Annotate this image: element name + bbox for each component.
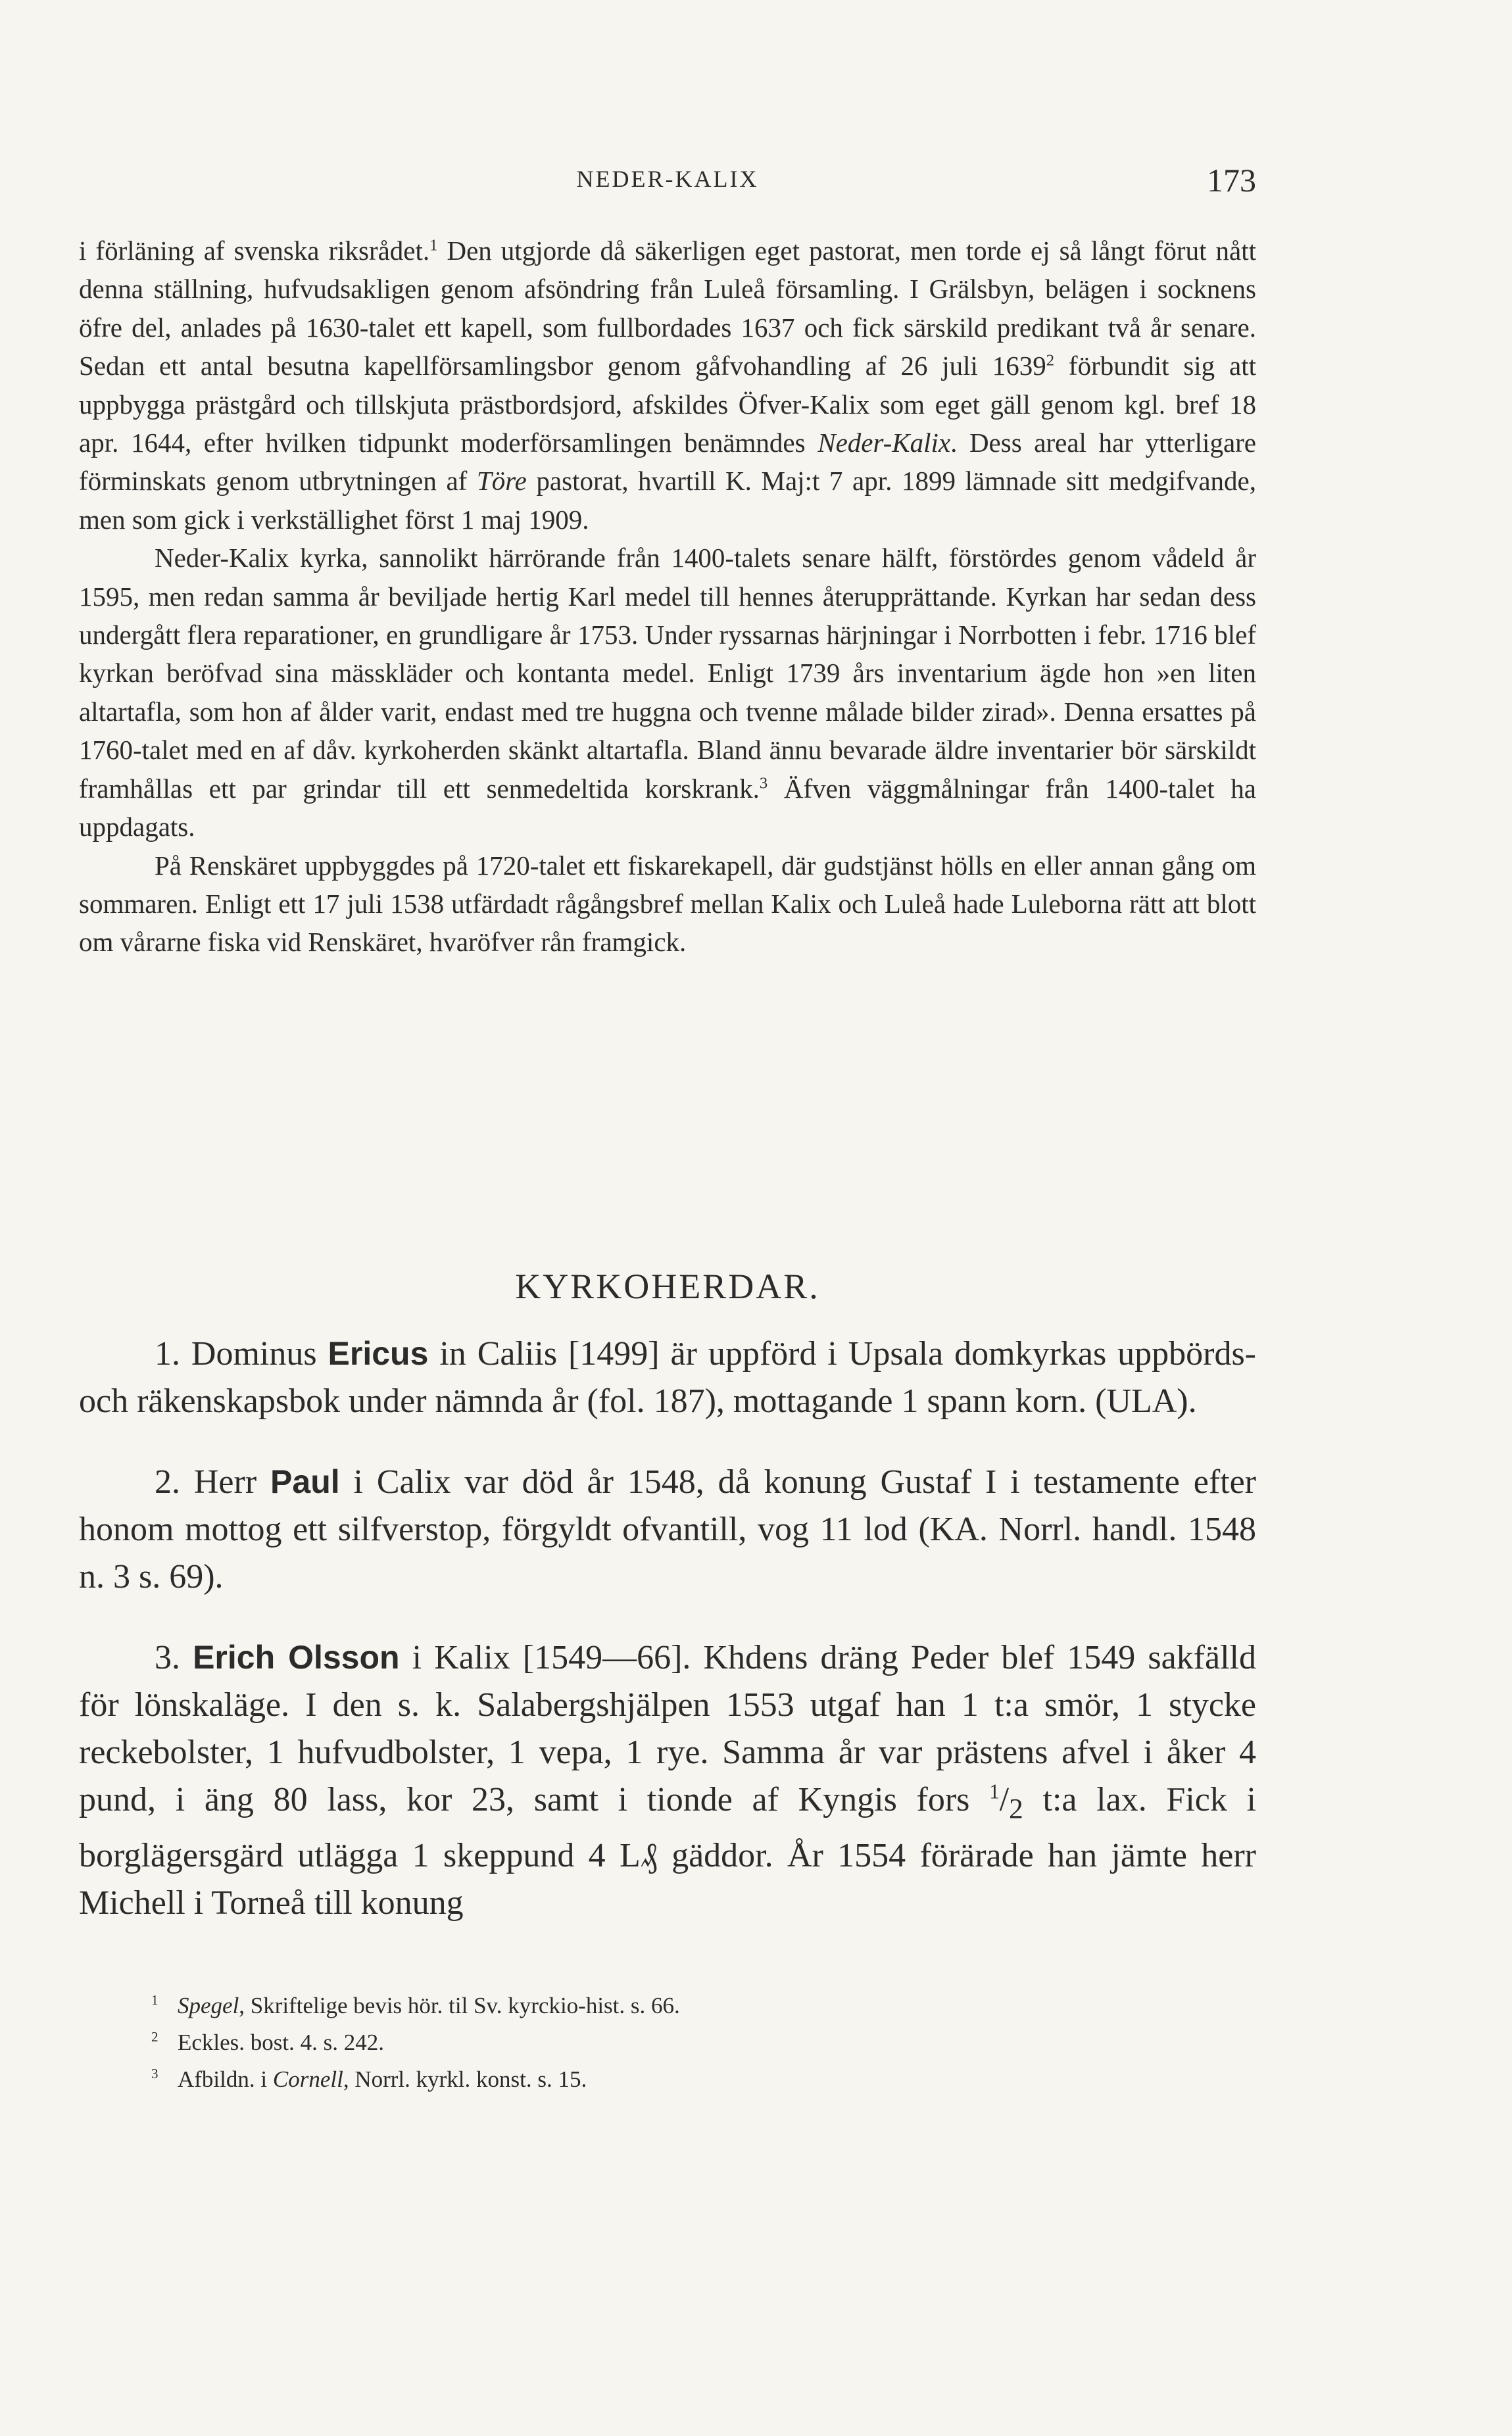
entry-1 (79, 1330, 1256, 1425)
footnotes (151, 1987, 1256, 2098)
entry-number: 1. (155, 1335, 180, 1373)
text-run (180, 1639, 193, 1676)
fraction-denominator: 2 (1009, 1793, 1023, 1825)
entries-list (79, 1330, 1256, 1927)
paragraph-2 (79, 539, 1256, 846)
person-name: Ericus (328, 1335, 429, 1372)
footnote-ref-3: 3 (759, 774, 768, 792)
footnote-1: $^1$ Spegel, Skriftelige bevis hör. til Sv. kyrckio-hist. s. 66. (151, 1992, 680, 2018)
paragraph-3: På Renskäret uppbyggdes på 1720-talet ett fiskarekapell, där gudstjänst hölls en eller annan gång om sommaren. Enligt ett 17 juli 1538 utfärdadt rågångsbref mellan Kalix och Luleå hade Luleborna rätt att blott om vårarne fiska vid Renskäret, hvaröfver rån framgick. (79, 850, 1256, 958)
italic-place-name: Neder-Kalix (817, 427, 951, 458)
text-run: Dominus (180, 1335, 328, 1373)
text-run: . Dess areal har ytterligare förminskats genom utbrytningen af (79, 427, 1256, 497)
footnote-ref-1: 1 (429, 236, 438, 255)
text-run: Den utgjorde då säkerligen eget pastorat, men torde ej så långt förut nått denna ställning, hufvudsakligen genom afsöndring från Luleå församling. I Grälsbyn, belägen i socknens öfre del, anlades på 1630-talet ett kapell, som fullbordades 1637 och fick särskild predikant två år senare. Sedan ett antal besutna kapellförsamlingsbor genom gåfvohandling af 26 juli 1639 (79, 235, 1256, 381)
footnote-text: , Skriftelige bevis hör. til Sv. kyrckio-hist. s. 66. (239, 1993, 680, 2018)
italic-place-name: Töre (476, 466, 527, 497)
footnote-text: Afbildn. i (178, 2066, 273, 2092)
body-text (79, 231, 1256, 962)
text-run: Herr (180, 1463, 271, 1501)
paragraph-1 (79, 231, 1256, 539)
text-run: förbundit sig att uppbygga prästgård och tillskjuta prästbordsjord, afskildes Öfver-Kalix som eget gäll genom kgl. bref 18 apr. 1644, efter hvilken tidpunkt moderförsamlingen benämndes (79, 351, 1256, 458)
text-run: i Calix var död år 1548, då konung Gustaf I i testamente efter honom mottog ett silfverstop, förgyldt ofvantill, vog 11 lod (KA. Norrl. handl. 1548 n. 3 s. 69). (79, 1463, 1257, 1596)
italic-author: Spegel (178, 1993, 239, 2018)
footnote-3: $^3$ Afbildn. i Cornell, Norrl. kyrkl. konst. s. 15. (151, 2066, 587, 2092)
person-name: Paul (270, 1463, 340, 1500)
text-run: pastorat, hvartill K. Maj:t 7 apr. 1899 lämnade sitt medgifvande, men som gick i verkställighet först 1 maj 1909. (79, 466, 1256, 535)
footnote-ref-2: 2 (1046, 351, 1055, 370)
italic-author: Cornell (272, 2066, 343, 2092)
entry-2 (79, 1458, 1256, 1601)
fraction-separator: / (999, 1781, 1010, 1818)
footnote-2: $^2$ Eckles. bost. 4. s. 242. (151, 2029, 385, 2055)
text-run: i förläning af svenska riksrådet. (79, 235, 430, 266)
entry-number: 2. (155, 1463, 180, 1501)
text-run: gäddor. År 1554 förärade han jämte herr Michell i Torneå till konung (79, 1837, 1256, 1922)
entry-number: 3. (155, 1639, 180, 1676)
text-run: in Caliis [1499] är uppförd i Upsala domkyrkas uppbörds- och räkenskapsbok under nämnda år (fol. 187), mottagande 1 spann korn. (ULA). (79, 1335, 1256, 1420)
page-number: 173 (1207, 162, 1256, 199)
text-run: t:a lax. Fick i borglägersgärd utlägga 1 skeppund 4 L (79, 1781, 1256, 1875)
footnote-text: , Norrl. kyrkl. konst. s. 15. (343, 2066, 587, 2092)
text-run: Neder-Kalix kyrka, sannolikt härrörande från 1400-talets senare hälft, förstördes genom vådeld år 1595, men redan samma år beviljade hertig Karl medel till hennes återupprättande. Kyrkan har sedan dess undergått flera reparationer, en grundligare år 1753. Under ryssarnas härjningar i Norrbotten i febr. 1716 blef kyrkan beröfvad sina mässkläder och kontanta medel. Enligt 1739 års inventarium ägde hon »en liten altartafla, som hon af ålder varit, endast med tre huggna och tvenne målade bilder zirad». Denna ersattes på 1760-talet med en af dåv. kyrkoherden skänkt altartafla. Bland ännu bevarade äldre inventarier bör särskildt framhållas ett par grindar till ett senmedeltida korskrank. (79, 543, 1256, 804)
footnote-text: Eckles. bost. 4. s. 242. (178, 2030, 385, 2055)
running-title: NEDER-KALIX (576, 166, 759, 192)
text-run: i Kalix [1549—66]. Khdens dräng Peder blef 1549 sakfälld för lönskaläge. I den s. k. Salabergshjälpen 1553 utgaf han 1 t:a smör, 1 stycke reckebolster, 1 hufvudbolster, 1 vepa, 1 rye. Samma år var prästens afvel i åker 4 pund, i äng 80 lass, kor 23, samt i tionde af Kyngis fors (79, 1639, 1256, 1818)
running-head (79, 161, 1256, 201)
person-name: Erich Olsson (193, 1639, 400, 1676)
weight-unit-symbol: ₰ (640, 1837, 658, 1875)
fraction-numerator: 1 (989, 1780, 1000, 1803)
entry-3 (79, 1634, 1256, 1927)
text-run: Äfven väggmålningar från 1400-talet ha uppdagats. (79, 773, 1256, 842)
section-heading: KYRKOHERDAR. (515, 1267, 820, 1306)
